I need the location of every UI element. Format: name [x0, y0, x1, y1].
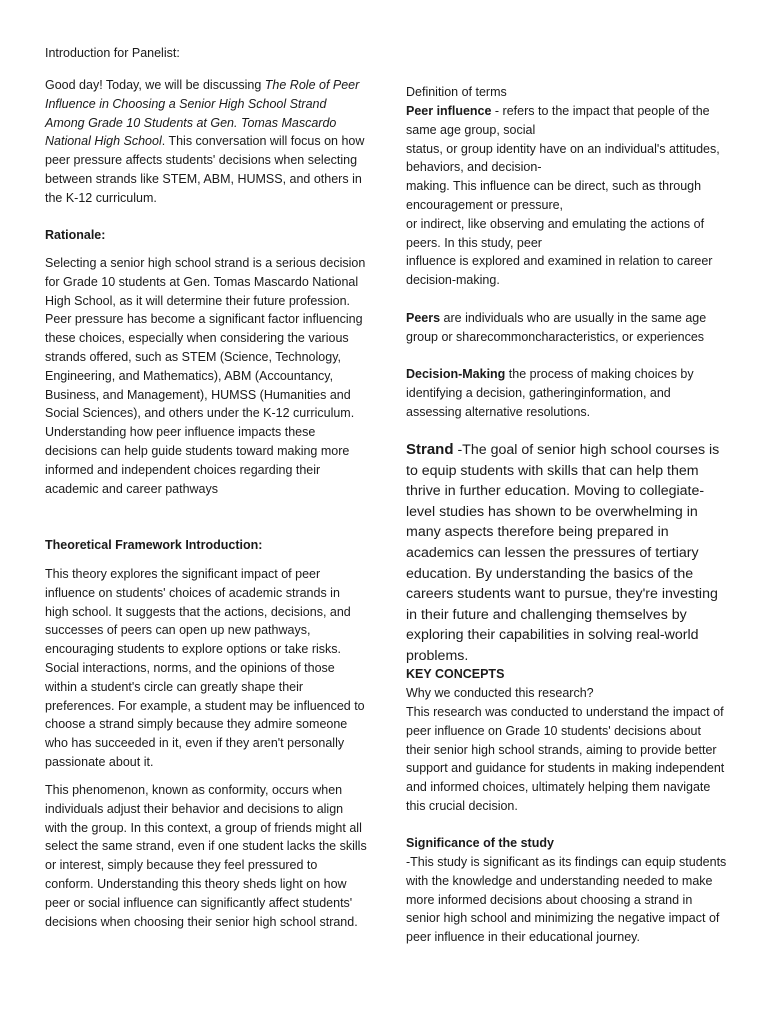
significance-heading: Significance of the study: [406, 836, 554, 850]
peers-text: are individuals who are usually in the same age group or sharecommoncharacteristics, or experiences: [406, 311, 707, 344]
decision-making-definition: [406, 365, 728, 421]
theoretical-framework-paragraph-2: This phenomenon, known as conformity, occurs when individuals adjust their behavior and decisions to align with the group. In this context, a group of friends might all select the same strand, even if one student lacks the skills or interest, simply because they feel pressured to conform. Understanding this theory sheds light on how peer or social influence can significantly affect students' decisions when choosing their senior high school strand.: [45, 783, 367, 929]
intro-heading: Introduction for Panelist:: [45, 46, 180, 60]
strand-text: -The goal of senior high school courses is to equip students with skills that can help them thrive in further education. Moving to collegiate-level studies has shown to be overwhelming in many aspects therefore being prepared in academics can lessen the pressures of tertiary education. By understanding the basics of the careers students want to pursue, they're investing in their future and challenging themselves by exploring their capabilities in solving real-world problems.: [406, 442, 720, 664]
peer-influence-line-1: - refers to the impact that people of the same age group, social: [406, 104, 710, 137]
strand-definition: [406, 440, 728, 667]
strand-term: Strand: [406, 441, 454, 458]
peer-influence-line-2: status, or group identity have on an individual's attitudes, behaviors, and decision-: [406, 141, 720, 175]
decision-making-text: the process of making choices by identifying a decision, gatheringinformation, and assessing alternative resolutions.: [406, 367, 694, 419]
rationale-paragraph: Selecting a senior high school strand is a serious decision for Grade 10 students at Gen. Tomas Mascardo National High School, as it will determine their future profession. Peer pressure has become a significant factor influencing these choices, especially when considering the various strands offered, such as STEM (Science, Technology, Engineering, and Mathematics), ABM (Accountancy, Business, and Management), HUMSS (Humanities and Social Sciences), and others under the K-12 curriculum. Understanding how peer influence impacts these decisions can help guide students toward making more informed and independent choices regarding their academic and career pathways: [45, 256, 366, 496]
peer-influence-line-4: or indirect, like observing and emulating the actions of peers. In this study, peer: [406, 216, 705, 250]
rationale-heading: Rationale:: [45, 228, 106, 242]
decision-making-term: Decision-Making: [406, 367, 506, 381]
key-concepts-paragraph: This research was conducted to understand the impact of peer influence on Grade 10 students' decisions about their senior high school strands, aiming to provide better support and guidance for students in making independent and informed choices, ultimately helping them navigate this crucial decision.: [406, 705, 725, 813]
key-concepts-heading: KEY CONCEPTS: [406, 667, 505, 681]
intro-paragraph: [45, 76, 367, 208]
peer-influence-line-3: making. This influence can be direct, such as through encouragement or pressure,: [406, 179, 702, 212]
peer-influence-line-5: influence is explored and examined in relation to career decision-making.: [406, 254, 713, 288]
study-title: The Role of Peer Influence in Choosing a Senior High School Strand Among Grade 10 Students at Gen. Tomas Mascardo National High School: [45, 78, 360, 149]
peers-definition: [406, 309, 728, 347]
key-concepts-question: Why we conducted this research?: [406, 686, 594, 700]
theoretical-framework-paragraph-1: This theory explores the significant impact of peer influence on students' choices of academic strands in high school. It suggests that the actions, decisions, and successes of peers can open up new pathways, encouraging students to explore options or take risks. Social interactions, norms, and the opinions of those within a student's circle can greatly shape their preferences. For example, a student may be influenced to choose a strand simply because they admire someone who has succeeded in it, even if they aren't personally passionate about it.: [45, 567, 365, 769]
theoretical-framework-heading: Theoretical Framework Introduction:: [45, 538, 263, 552]
intro-text-start: Good day! Today, we will be discussing: [45, 78, 265, 92]
intro-text-end: . This conversation will focus on how peer pressure affects students' decisions when selecting between strands like STEM, ABM, HUMSS, and others in the K-12 curriculum.: [45, 134, 365, 205]
definition-heading: Definition of terms: [406, 85, 507, 99]
peers-term: Peers: [406, 311, 441, 325]
significance-paragraph: -This study is significant as its findings can equip students with the knowledge and understanding needed to make more informed decisions about choosing a strand in senior high school and minimizing the negative impact of peer influence in their educational journey.: [406, 855, 727, 945]
peer-influence-definition: [406, 102, 728, 290]
peer-influence-term: Peer influence: [406, 104, 492, 118]
